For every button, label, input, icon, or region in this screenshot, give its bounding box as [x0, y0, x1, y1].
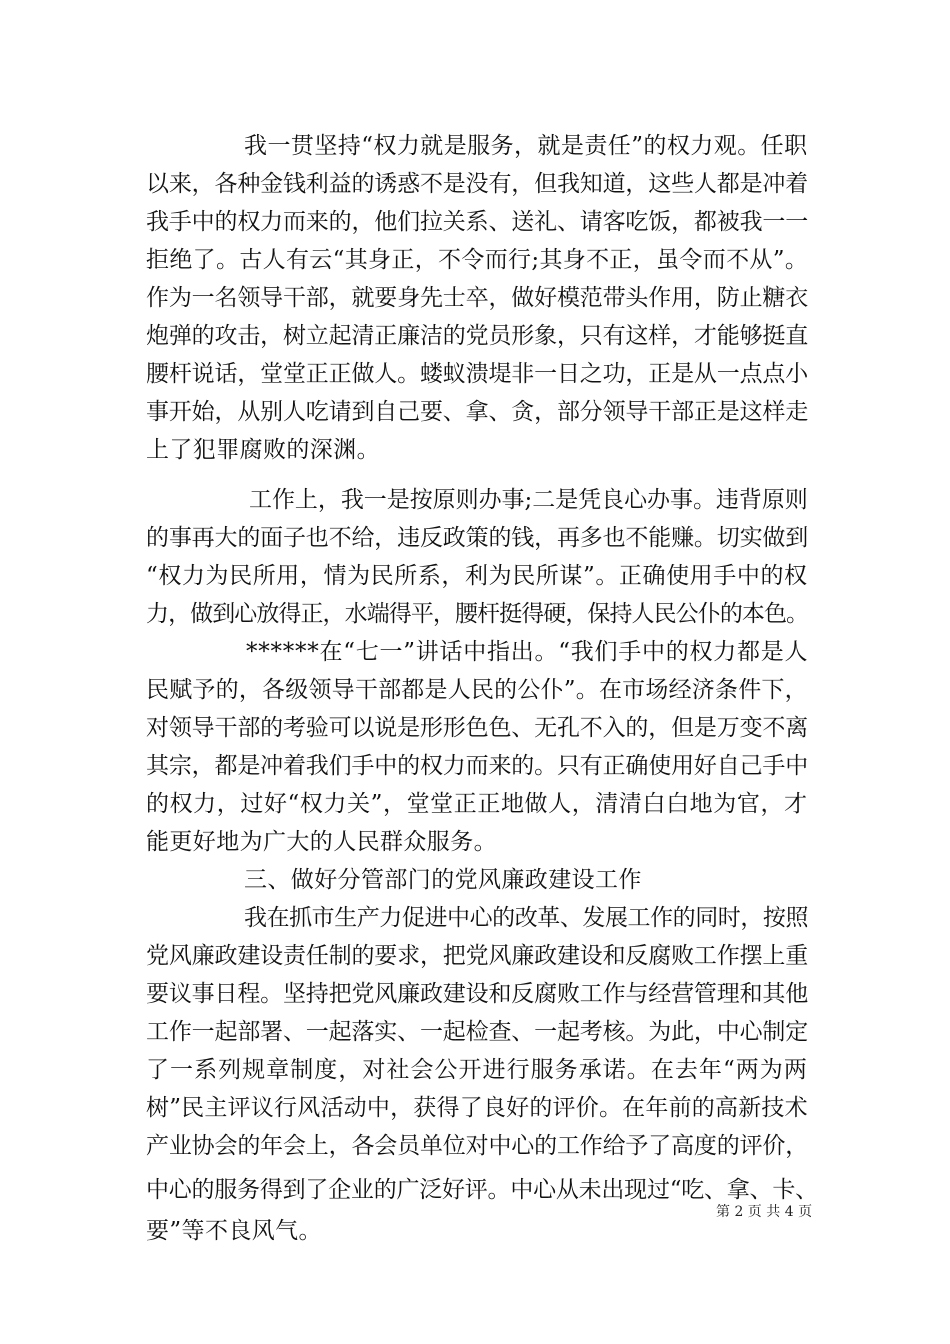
text-line: 我在抓市生产力促进中心的改革、发展工作的同时，按照 [244, 905, 809, 931]
text-line: 事开始，从别人吃请到自己要、拿、贪，部分领导干部正是这样走 [146, 399, 809, 425]
text-line: 中心的服务得到了企业的广泛好评。中心从未出现过“吃、拿、卡、 [146, 1177, 818, 1203]
text-line: 以来，各种金钱利益的诱惑不是没有，但我知道，这些人都是冲着 [146, 171, 809, 197]
text-line: 党风廉政建设责任制的要求，把党风廉政建设和反腐败工作摆上重 [146, 943, 809, 969]
text-line: 工作上，我一是按原则办事;二是凭良心办事。违背原则 [249, 487, 808, 513]
text-line: 的权力，过好“权力关”，堂堂正正地做人，清清白白地为官，才 [146, 791, 808, 817]
text-line: 民赋予的，各级领导干部都是人民的公仆”。在市场经济条件下， [146, 677, 808, 703]
text-line: 上了犯罪腐败的深渊。 [146, 437, 380, 463]
text-line: 炮弹的攻击，树立起清正廉洁的党员形象，只有这样，才能够挺直 [146, 323, 809, 349]
text-line: 产业协会的年会上，各会员单位对中心的工作给予了高度的评价， [146, 1133, 809, 1159]
text-line: 我手中的权力而来的，他们拉关系、送礼、请客吃饭，都被我一一 [146, 209, 809, 235]
text-line: 作为一名领导干部，就要身先士卒，做好模范带头作用，防止糖衣 [146, 285, 809, 311]
text-line: 我一贯坚持“权力就是服务，就是责任”的权力观。任职 [244, 133, 808, 159]
text-line: “权力为民所用，情为民所系，利为民所谋”。正确使用手中的权 [146, 563, 808, 589]
text-line: 树”民主评议行风活动中，获得了良好的评价。在年前的高新技术 [146, 1095, 808, 1121]
text-line: 拒绝了。古人有云“其身正，不令而行;其身不正，虽令而不从”。 [146, 247, 809, 273]
text-line: 对领导干部的考验可以说是形形色色、无孔不入的，但是万变不离 [146, 715, 809, 741]
text-line: 要”等不良风气。 [146, 1218, 322, 1244]
section-heading: 三、做好分管部门的党风廉政建设工作 [244, 867, 642, 893]
text-line: 工作一起部署、一起落实、一起检查、一起考核。为此，中心制定 [146, 1019, 809, 1045]
text-line: ******在“七一”讲话中指出。“我们手中的权力都是人 [246, 639, 809, 665]
text-line: 能更好地为广大的人民群众服务。 [146, 829, 497, 855]
text-line: 腰杆说话，堂堂正正做人。蝼蚁溃堤非一日之功，正是从一点点小 [146, 361, 809, 387]
text-line: 的事再大的面子也不给，违反政策的钱，再多也不能赚。切实做到 [146, 525, 809, 551]
text-line: 力，做到心放得正，水端得平，腰杆挺得硬，保持人民公仆的本色。 [146, 601, 809, 627]
page-number-footer: 第 2 页 共 4 页 [716, 1204, 813, 1220]
text-line: 其宗，都是冲着我们手中的权力而来的。只有正确使用好自己手中 [146, 753, 809, 779]
text-line: 要议事日程。坚持把党风廉政建设和反腐败工作与经营管理和其他 [146, 981, 809, 1007]
text-line: 了一系列规章制度，对社会公开进行服务承诺。在去年“两为两 [146, 1057, 808, 1083]
